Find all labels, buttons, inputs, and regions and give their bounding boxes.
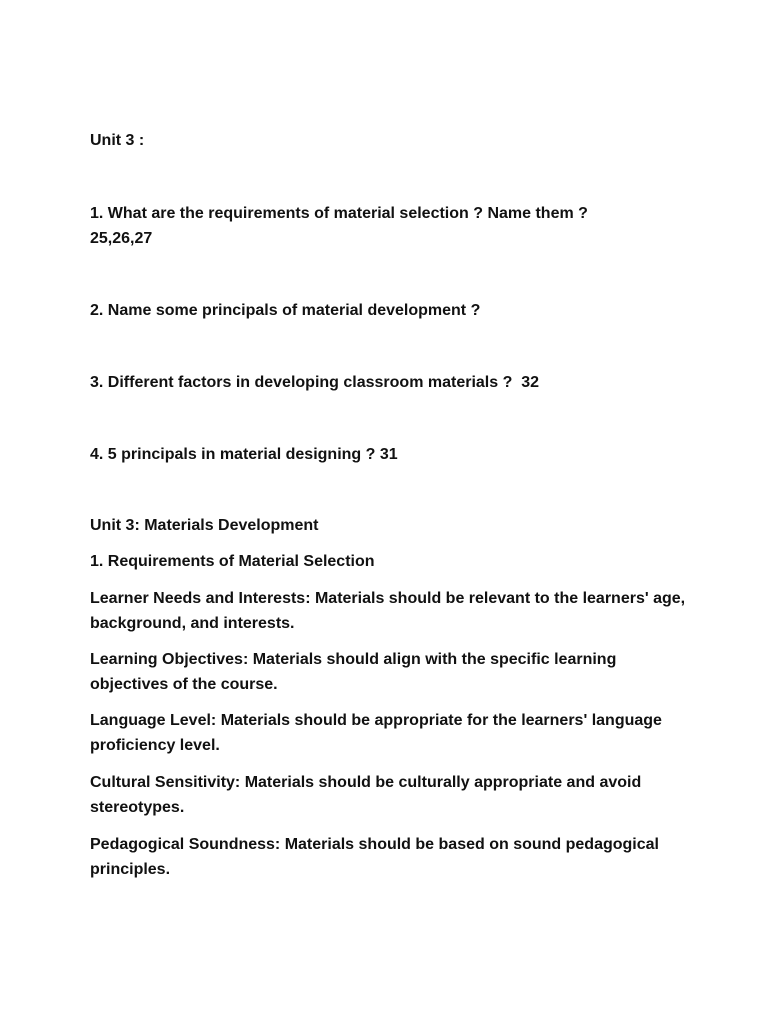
subsection-title: 1. Requirements of Material Selection [90, 553, 375, 570]
paragraph-learning-objectives: Learning Objectives: Materials should align with the specific learning objectives of the course. [90, 651, 621, 693]
paragraph-pedagogical-soundness: Pedagogical Soundness: Materials should be based on sound pedagogical principles. [90, 836, 664, 878]
paragraph-language-level: Language Level: Materials should be appropriate for the learners' language proficiency level. [90, 712, 667, 754]
question-1-pages: 25,26,27 [90, 230, 153, 247]
paragraph-learner-needs: Learner Needs and Interests: Materials should be relevant to the learners' age, background, and interests. [90, 590, 690, 632]
unit-heading: Unit 3 : [90, 132, 145, 149]
section-title: Unit 3: Materials Development [90, 517, 319, 534]
question-2: 2. Name some principals of material development ? [90, 302, 481, 319]
question-3: 3. Different factors in developing classroom materials ? 32 [90, 374, 540, 391]
question-1: 1. What are the requirements of material selection ? Name them ? [90, 205, 588, 222]
question-4: 4. 5 principals in material designing ? 31 [90, 446, 398, 463]
paragraph-cultural-sensitivity: Cultural Sensitivity: Materials should be culturally appropriate and avoid stereotypes. [90, 774, 646, 816]
